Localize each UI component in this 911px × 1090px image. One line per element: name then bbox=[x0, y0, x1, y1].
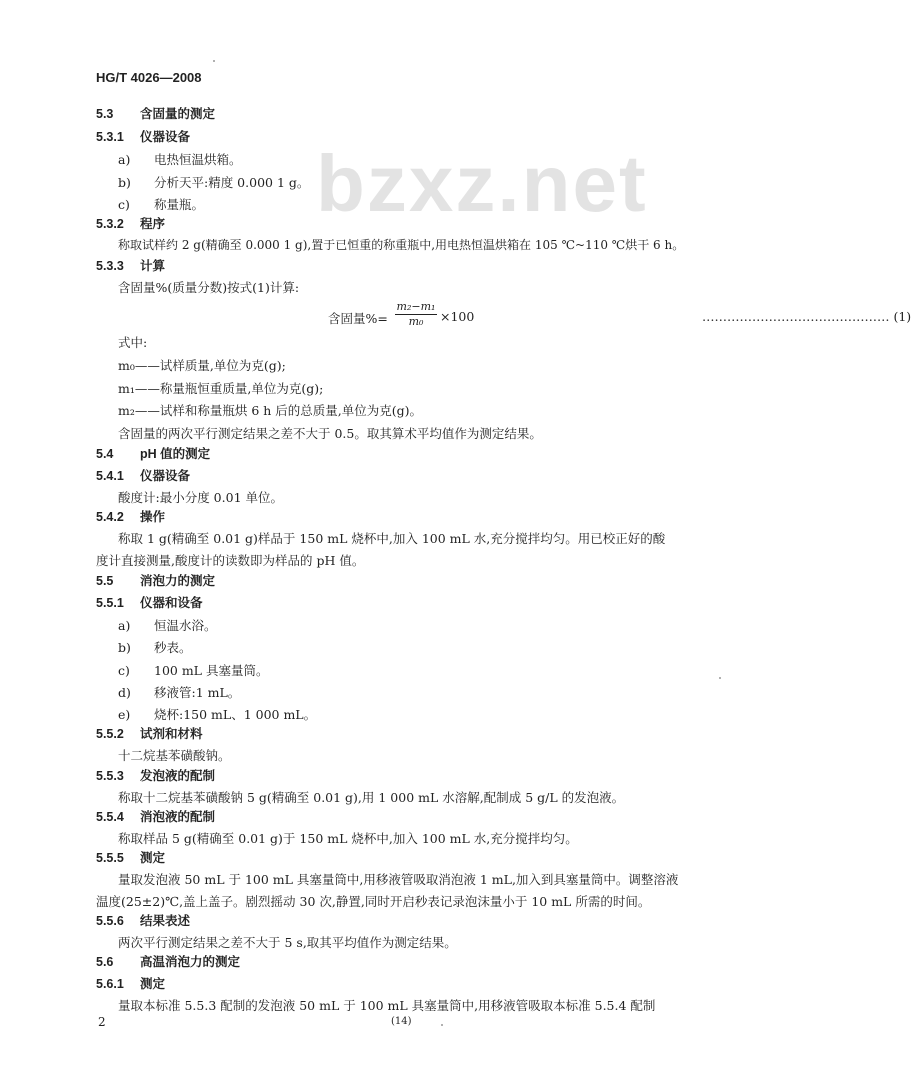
paragraph: 称取 1 g(精确至 0.01 g)样品于 150 mL 烧杯中,加入 100 mL 水,充分搅拌均匀。用已校正好的酸 bbox=[118, 531, 666, 546]
paragraph: 含固量%(质量分数)按式(1)计算: bbox=[118, 280, 300, 295]
list-item: c) 100 mL 具塞量筒。 bbox=[118, 663, 269, 678]
variable-definition: m₀——试样质量,单位为克(g); bbox=[118, 358, 286, 373]
paragraph: 称取样品 5 g(精确至 0.01 g)于 150 mL 烧杯中,加入 100 mL 水,充分搅拌均匀。 bbox=[118, 831, 578, 846]
where-label: 式中: bbox=[118, 335, 148, 350]
paragraph: 十二烷基苯磺酸钠。 bbox=[118, 748, 231, 763]
variable-definition: m₁——称量瓶恒重质量,单位为克(g); bbox=[118, 381, 324, 396]
footer-page-ref: (14) bbox=[391, 1016, 412, 1027]
subsection-heading: 5.6.1 测定 bbox=[96, 977, 166, 991]
page-number: 2 bbox=[98, 1015, 106, 1029]
subsection-heading: 5.3.1 仪器设备 bbox=[96, 130, 191, 144]
list-item: c) 称量瓶。 bbox=[118, 197, 205, 212]
paragraph: 含固量的两次平行测定结果之差不大于 0.5。取其算术平均值作为测定结果。 bbox=[118, 426, 542, 441]
section-heading: 5.3 含固量的测定 bbox=[96, 107, 216, 121]
section-heading: 5.6 高温消泡力的测定 bbox=[96, 955, 241, 969]
formula-denominator: m₀ bbox=[408, 315, 424, 328]
paragraph: 两次平行测定结果之差不大于 5 s,取其平均值作为测定结果。 bbox=[118, 935, 457, 950]
list-item: a) 电热恒温烘箱。 bbox=[118, 152, 242, 167]
section-heading: 5.5 消泡力的测定 bbox=[96, 574, 216, 588]
paragraph: 酸度计:最小分度 0.01 单位。 bbox=[118, 490, 283, 505]
formula-lhs: 含固量%= bbox=[328, 311, 388, 326]
subsection-heading: 5.5.5 测定 bbox=[96, 851, 166, 865]
subsection-heading: 5.5.2 试剂和材料 bbox=[96, 727, 203, 741]
subsection-heading: 5.3.2 程序 bbox=[96, 217, 166, 231]
equation-number: ……………………………………… (1) bbox=[702, 309, 911, 324]
scan-speck bbox=[441, 1024, 443, 1026]
paragraph: 称取十二烷基苯磺酸钠 5 g(精确至 0.01 g),用 1 000 mL 水溶解,配制成 5 g/L 的发泡液。 bbox=[118, 790, 625, 805]
document-header: HG/T 4026—2008 bbox=[96, 70, 202, 85]
list-item: b) 分析天平:精度 0.000 1 g。 bbox=[118, 175, 310, 190]
formula-rhs: ×100 bbox=[440, 309, 475, 324]
watermark: bzxz.net bbox=[316, 139, 648, 228]
list-item: e) 烧杯:150 mL、1 000 mL。 bbox=[118, 707, 317, 722]
formula-numerator: m₂−m₁ bbox=[396, 300, 436, 313]
list-item: b) 秒表。 bbox=[118, 640, 192, 655]
scan-speck bbox=[213, 60, 215, 62]
paragraph: 称取试样约 2 g(精确至 0.000 1 g),置于已恒重的称重瓶中,用电热恒温烘箱在 105 ℃~110 ℃烘干 6 h。 bbox=[118, 238, 685, 252]
variable-definition: m₂——试样和称量瓶烘 6 h 后的总质量,单位为克(g)。 bbox=[118, 403, 423, 418]
paragraph: 量取发泡液 50 mL 于 100 mL 具塞量筒中,用移液管吸取消泡液 1 mL,加入到具塞量筒中。调整溶液 bbox=[118, 872, 679, 887]
subsection-heading: 5.5.6 结果表述 bbox=[96, 914, 191, 928]
scan-speck bbox=[719, 677, 721, 679]
paragraph: 温度(25±2)℃,盖上盖子。剧烈摇动 30 次,静置,同时开启秒表记录泡沫量小于 10 mL 所需的时间。 bbox=[96, 894, 651, 909]
paragraph: 度计直接测量,酸度计的读数即为样品的 pH 值。 bbox=[96, 553, 365, 568]
paragraph: 量取本标准 5.5.3 配制的发泡液 50 mL 于 100 mL 具塞量筒中,用移液管吸取本标准 5.5.4 配制 bbox=[118, 998, 656, 1013]
list-item: d) 移液管:1 mL。 bbox=[118, 685, 241, 700]
section-heading: 5.4 pH 值的测定 bbox=[96, 447, 211, 461]
subsection-heading: 5.5.3 发泡液的配制 bbox=[96, 769, 216, 783]
subsection-heading: 5.5.4 消泡液的配制 bbox=[96, 810, 216, 824]
subsection-heading: 5.5.1 仪器和设备 bbox=[96, 596, 203, 610]
list-item: a) 恒温水浴。 bbox=[118, 618, 217, 633]
subsection-heading: 5.4.1 仪器设备 bbox=[96, 469, 191, 483]
subsection-heading: 5.3.3 计算 bbox=[96, 259, 166, 273]
formula-fraction bbox=[395, 300, 437, 328]
subsection-heading: 5.4.2 操作 bbox=[96, 510, 166, 524]
